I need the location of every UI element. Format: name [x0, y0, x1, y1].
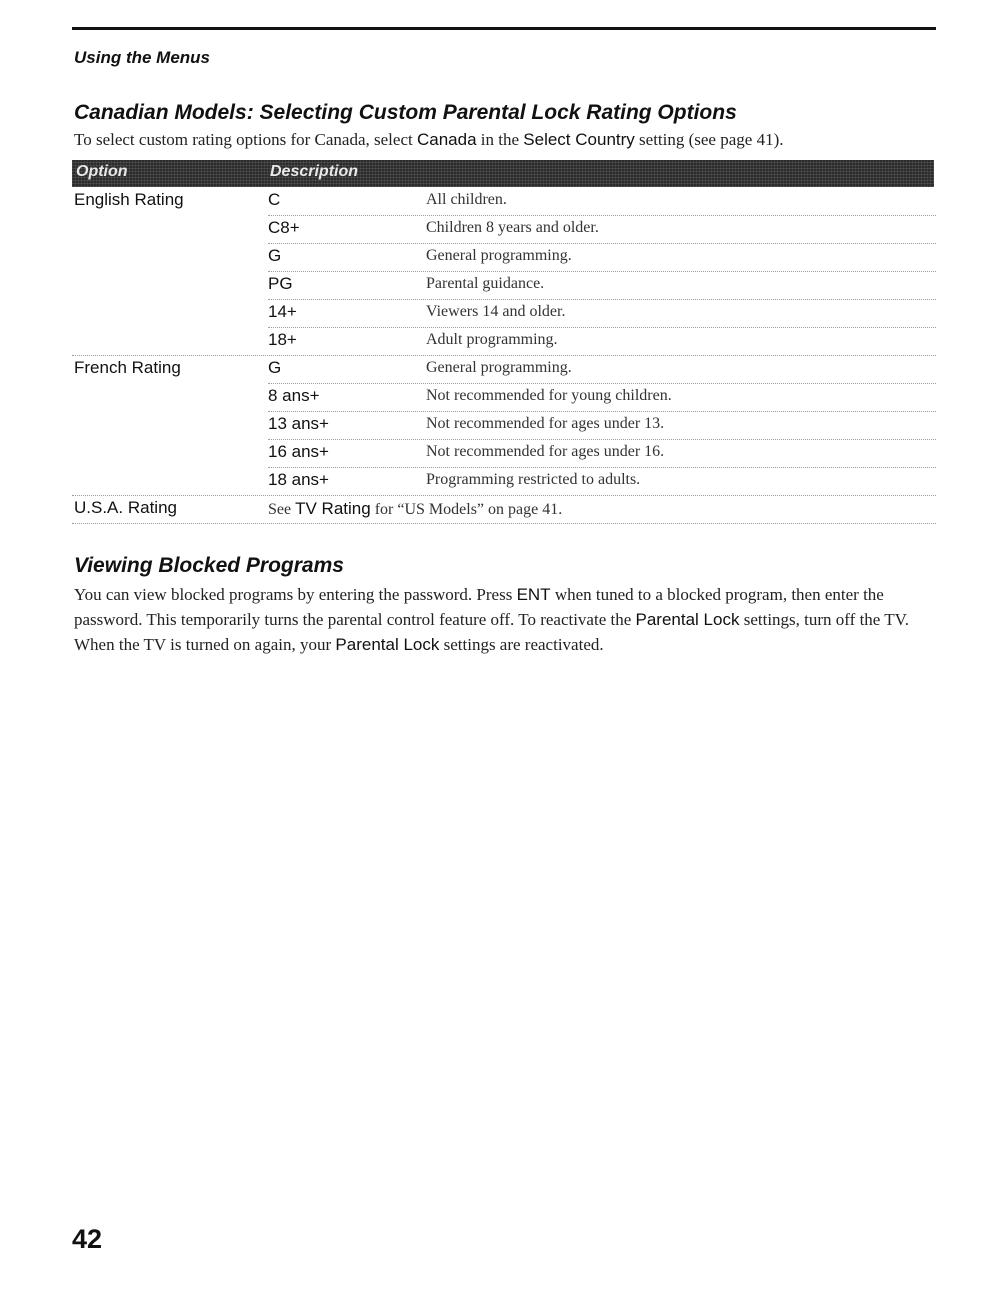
- table-header: [72, 160, 934, 187]
- intro-term-canada: Canada: [416, 130, 477, 149]
- rating-description: Programming restricted to adults.: [426, 471, 641, 488]
- rating-code: PG: [268, 274, 293, 293]
- para-text-2: when tuned to a blocked program, then enter the password. This temporarily turns the parental control feature off. To reactivate the: [74, 585, 884, 629]
- rating-code: C8+: [268, 218, 300, 237]
- row-divider: [72, 523, 936, 524]
- section-title-canadian: Canadian Models: Selecting Custom Parental Lock Rating Options: [74, 101, 737, 124]
- rating-code: 18 ans+: [268, 470, 329, 489]
- option-usa-rating: U.S.A. Rating: [74, 498, 177, 517]
- option-french-rating: French Rating: [74, 358, 181, 377]
- rating-description: Children 8 years and older.: [426, 219, 599, 236]
- rating-code: 16 ans+: [268, 442, 329, 461]
- rating-code: G: [268, 358, 282, 377]
- table-row: [72, 244, 936, 272]
- rating-description: All children.: [426, 191, 507, 208]
- header-option: Option: [76, 163, 128, 180]
- para-text-3: settings, turn off the TV. When the TV is turned on again, your: [74, 610, 909, 654]
- table-row: [72, 412, 936, 440]
- page-number: 42: [72, 1224, 103, 1254]
- para-term-parental-lock-1: Parental Lock: [635, 610, 740, 629]
- header-description: Description: [270, 163, 359, 180]
- rating-description: General programming.: [426, 359, 572, 376]
- rating-description: Parental guidance.: [426, 275, 545, 292]
- rating-code: 18+: [268, 330, 297, 349]
- intro-text-1: To select custom rating options for Canada, select: [74, 130, 417, 149]
- top-rule: [72, 27, 936, 30]
- rating-description: Not recommended for ages under 16.: [426, 443, 665, 460]
- rating-code: G: [268, 246, 282, 265]
- table-row: [72, 272, 936, 300]
- para-term-parental-lock-2: Parental Lock: [335, 635, 440, 654]
- table-row: [72, 440, 936, 468]
- table-row: [72, 356, 936, 384]
- intro-text-3: setting (see page 41).: [634, 130, 784, 149]
- table-row: [72, 328, 936, 356]
- table-row: [72, 468, 936, 496]
- usa-term-tv-rating: TV Rating: [295, 499, 371, 518]
- rating-code: 14+: [268, 302, 297, 321]
- para-term-ent: ENT: [516, 585, 551, 604]
- running-head: Using the Menus: [74, 48, 211, 67]
- table-row: [72, 496, 936, 524]
- table-row: [72, 188, 936, 216]
- table-row: [72, 300, 936, 328]
- rating-description: Not recommended for ages under 13.: [426, 415, 665, 432]
- rating-code: 13 ans+: [268, 414, 329, 433]
- rating-table: [72, 188, 936, 524]
- intro-term-select-country: Select Country: [523, 130, 635, 149]
- viewing-blocked-paragraph: [74, 582, 942, 657]
- para-text-1: You can view blocked programs by entering the password. Press: [74, 585, 517, 604]
- rating-code: C: [268, 190, 281, 209]
- rating-description: Adult programming.: [426, 331, 558, 348]
- intro-text-2: in the: [476, 130, 524, 149]
- rating-description: Not recommended for young children.: [426, 387, 672, 404]
- para-text-4: settings are reactivated.: [439, 635, 604, 654]
- table-row: [72, 216, 936, 244]
- intro-text: [74, 130, 954, 150]
- section-title-viewing-blocked: Viewing Blocked Programs: [74, 554, 344, 577]
- rating-code: 8 ans+: [268, 386, 320, 405]
- usa-text-1: See: [268, 501, 296, 518]
- usa-rating-description: [268, 499, 562, 519]
- option-english-rating: English Rating: [74, 190, 184, 209]
- usa-text-2: for “US Models” on page 41.: [370, 501, 563, 518]
- table-row: [72, 384, 936, 412]
- rating-description: General programming.: [426, 247, 572, 264]
- rating-description: Viewers 14 and older.: [426, 303, 566, 320]
